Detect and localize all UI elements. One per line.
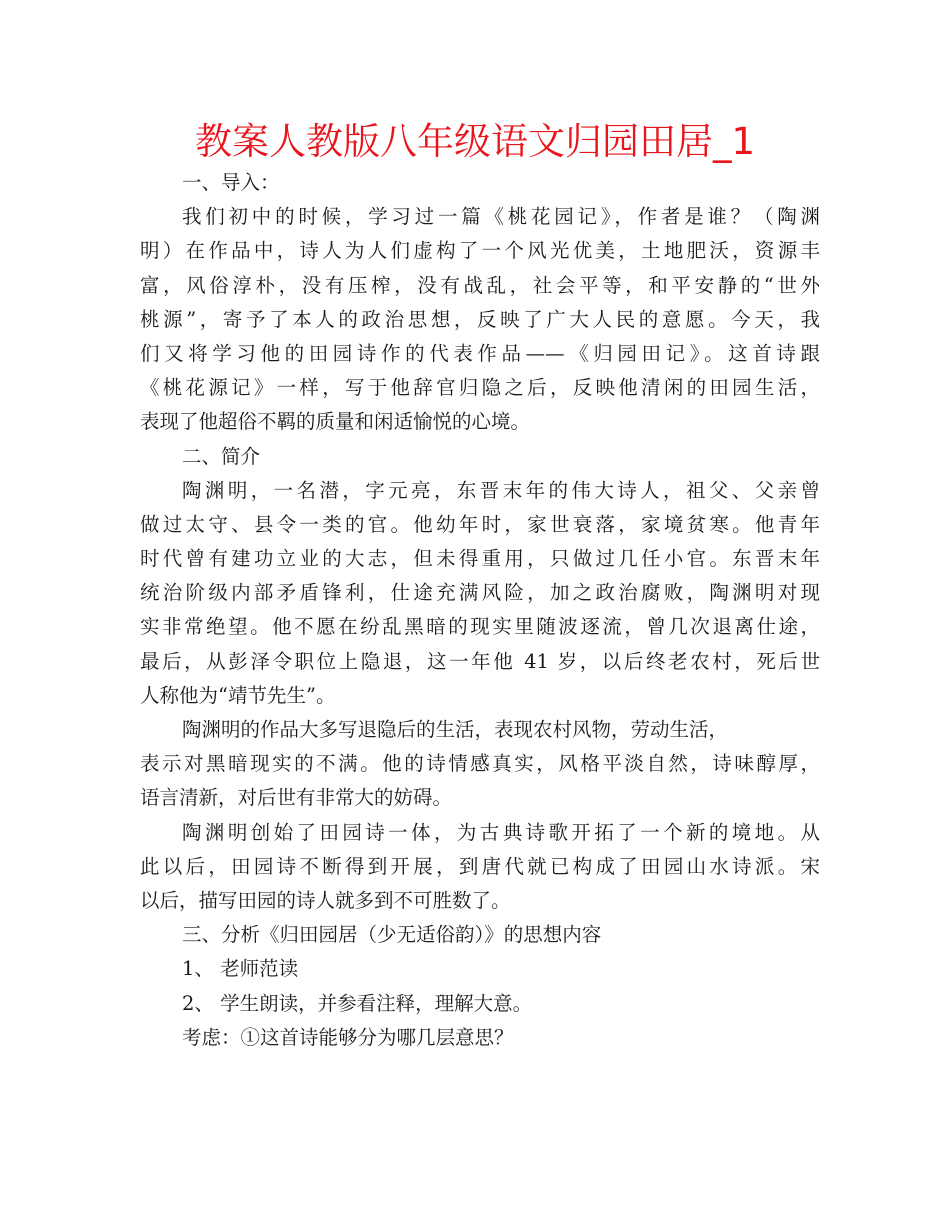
document-body xyxy=(140,166,820,1055)
paragraph-line: 富，风俗淳朴，没有压榨，没有战乱，社会平等，和平安静的“世外 xyxy=(140,273,820,297)
paragraph-line: 明）在作品中，诗人为人们虚构了一个风光优美，土地肥沃，资源丰 xyxy=(140,239,820,263)
paragraph-line: 人称他为“靖节先生”。 xyxy=(140,683,336,707)
paragraph-line: 此以后，田园诗不断得到开展，到唐代就已构成了田园山水诗派。宋 xyxy=(140,854,820,878)
paragraph-line: 表现了他超俗不羁的质量和闲适愉悦的心境。 xyxy=(140,410,531,434)
paragraph-line: 我们初中的时候，学习过一篇《桃花园记》，作者是谁？（陶渊 xyxy=(182,205,820,229)
document-title: 教案人教版八年级语文归园田居_1 xyxy=(194,120,756,163)
paragraph-line: 时代曾有建功立业的大志，但未得重用，只做过几任小官。东晋末年 xyxy=(140,547,820,571)
paragraph-line: 语言清新，对后世有非常大的妨碍。 xyxy=(140,786,453,810)
section-heading-analysis: 三、分析《归田园居（少无适俗韵）》的思想内容 xyxy=(182,923,602,947)
list-item: 2、 学生朗读，并参看注释，理解大意。 xyxy=(182,991,533,1015)
section-heading-intro: 一、导入： xyxy=(182,171,280,194)
list-item: 1、 老师范读 xyxy=(182,957,299,981)
paragraph-line: 表示对黑暗现实的不满。他的诗情感真实，风格平淡自然，诗味醇厚， xyxy=(140,752,820,776)
question-line: 考虑：①这首诗能够分为哪几层意思？ xyxy=(182,1025,514,1049)
paragraph-line: 陶渊明创始了田园诗一体，为古典诗歌开拓了一个新的境地。从 xyxy=(182,820,820,844)
paragraph-line: 统治阶级内部矛盾锋利，仕途充满风险，加之政治腐败，陶渊明对现 xyxy=(140,581,820,605)
paragraph-line: 桃源”，寄予了本人的政治思想，反映了广大人民的意愿。今天，我 xyxy=(140,307,820,331)
section-heading-intro-bio: 二、简介 xyxy=(182,444,261,468)
paragraph-line: 最后，从彭泽令职位上隐退，这一年他 41 岁，以后终老农村，死后世 xyxy=(140,649,820,673)
paragraph-line: 陶渊明，一名潜，字元亮，东晋末年的伟大诗人，祖父、父亲曾 xyxy=(182,478,820,502)
paragraph-line: 以后，描写田园的诗人就多到不可胜数了。 xyxy=(140,888,511,912)
paragraph-line: 《桃花源记》一样，写于他辞官归隐之后，反映他清闲的田园生活， xyxy=(140,376,820,400)
paragraph-line: 做过太守、县令一类的官。他幼年时，家世衰落，家境贫寒。他青年 xyxy=(140,512,820,536)
paragraph-line: 们又将学习他的田园诗作的代表作品——《归园田记》。这首诗跟 xyxy=(140,341,820,365)
paragraph-line: 陶渊明的作品大多写退隐后的生活，表现农村风物，劳动生活， xyxy=(182,718,729,741)
paragraph-line: 实非常绝望。他不愿在纷乱黑暗的现实里随波逐流，曾几次退离仕途， xyxy=(140,615,820,639)
